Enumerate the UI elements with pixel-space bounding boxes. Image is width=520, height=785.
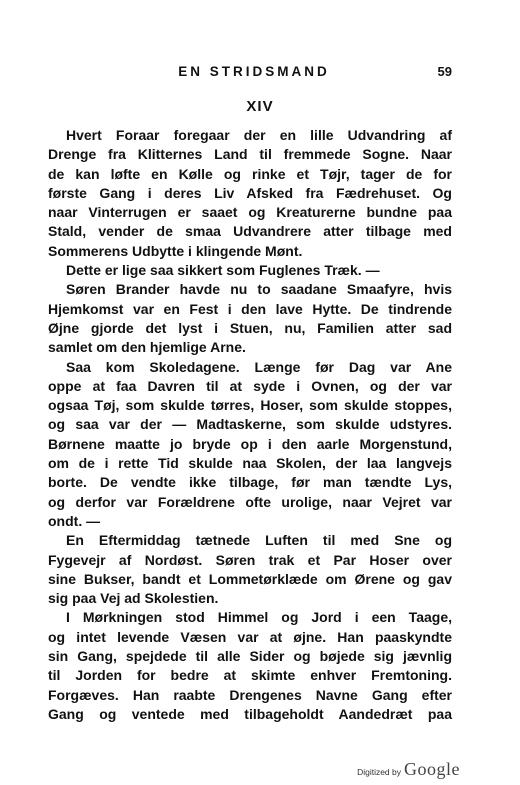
text-line: naar Vinterrugen er saaet og Kreaturerne bundne paa [48, 204, 452, 221]
text-line: borte. De vendte ikke tilbage, før man tændte Lys, [48, 474, 452, 491]
text-line: Saa kom Skoledagene. Længe før Dag var Ane [66, 358, 452, 375]
text-line: ondt. — [48, 512, 101, 529]
text-line: sig paa Vej ad Skolestien. [48, 590, 219, 607]
text-line: Øjne gjorde det lyst i Stuen, nu, Familien atter sad [48, 319, 452, 336]
text-line: Søren Brander havde nu to saadane Smaafyre, hvis [66, 281, 452, 298]
text-line: og derfor var Forældrene ofte urolige, naar Vejret var [48, 493, 452, 510]
running-title: EN STRIDSMAND [178, 64, 330, 79]
text-line: sin Gang, spejdede til alle Sider og bøjede sig jævnlig [48, 648, 452, 665]
text-line: første Gang i deres Liv Afsked fra Fædrehuset. Og [48, 184, 452, 201]
text-line: samlet om den hjemlige Arne. [48, 339, 246, 356]
text-line: Gang og ventede med tilbageholdt Aandedræt paa [48, 705, 452, 722]
text-line: Hjemkomst var en Fest i den lave Hytte. De tindrende [48, 300, 452, 317]
text-line: og intet levende Væsen var at øjne. Han paaskyndte [48, 628, 452, 645]
digitized-by-google [357, 759, 460, 779]
text-line: Fygevejr af Nordøst. Søren trak et Par Hoser over [48, 551, 452, 568]
text-line: til Jorden for bedre at skimte enhver Fremtoning. [48, 667, 452, 684]
text-line: om de i rette Tid skulde naa Skolen, der laa langvejs [48, 455, 452, 472]
digitized-label: Digitized by [357, 767, 401, 777]
text-line: Dette er lige saa sikkert som Fuglenes Træk. — [66, 262, 380, 279]
text-line: En Eftermiddag tætnede Luften til med Sne og [66, 532, 452, 549]
text-line: og saa var der — Madtaskerne, som skulde udstyres. [48, 416, 452, 433]
text-line: Børnene maatte jo bryde op i den aarle Morgenstund, [48, 435, 452, 452]
text-line: I Mørkningen stod Himmel og Jord i een Taage, [66, 609, 452, 626]
text-line: Sommerens Udbytte i klingende Mønt. [48, 242, 303, 259]
chapter-title: XIV [246, 98, 274, 115]
text-line: ogsaa Tøj, som skulde tørres, Hoser, som skulde stoppes, [48, 397, 452, 414]
text-line: oppe at faa Davren til at syde i Ovnen, og der var [48, 377, 452, 394]
text-line: Forgæves. Han raabte Drengenes Navne Gang efter [48, 686, 452, 703]
running-header [48, 64, 460, 84]
google-wordmark: Google [404, 759, 460, 779]
text-line: Drenge fra Klitternes Land til fremmede Sogne. Naar [48, 146, 452, 163]
text-line: Stald, vender de smaa Udvandrere atter tilbage med [48, 223, 452, 240]
body-text [48, 126, 452, 724]
text-line: sine Bukser, bandt et Lommetørklæde om Ørene og gav [48, 570, 452, 587]
text-line: de kan løfte en Kølle og rinke et Tøjr, tager de for [48, 165, 452, 182]
page-number: 59 [437, 64, 452, 79]
text-line: Hvert Foraar foregaar der en lille Udvandring af [66, 127, 452, 143]
